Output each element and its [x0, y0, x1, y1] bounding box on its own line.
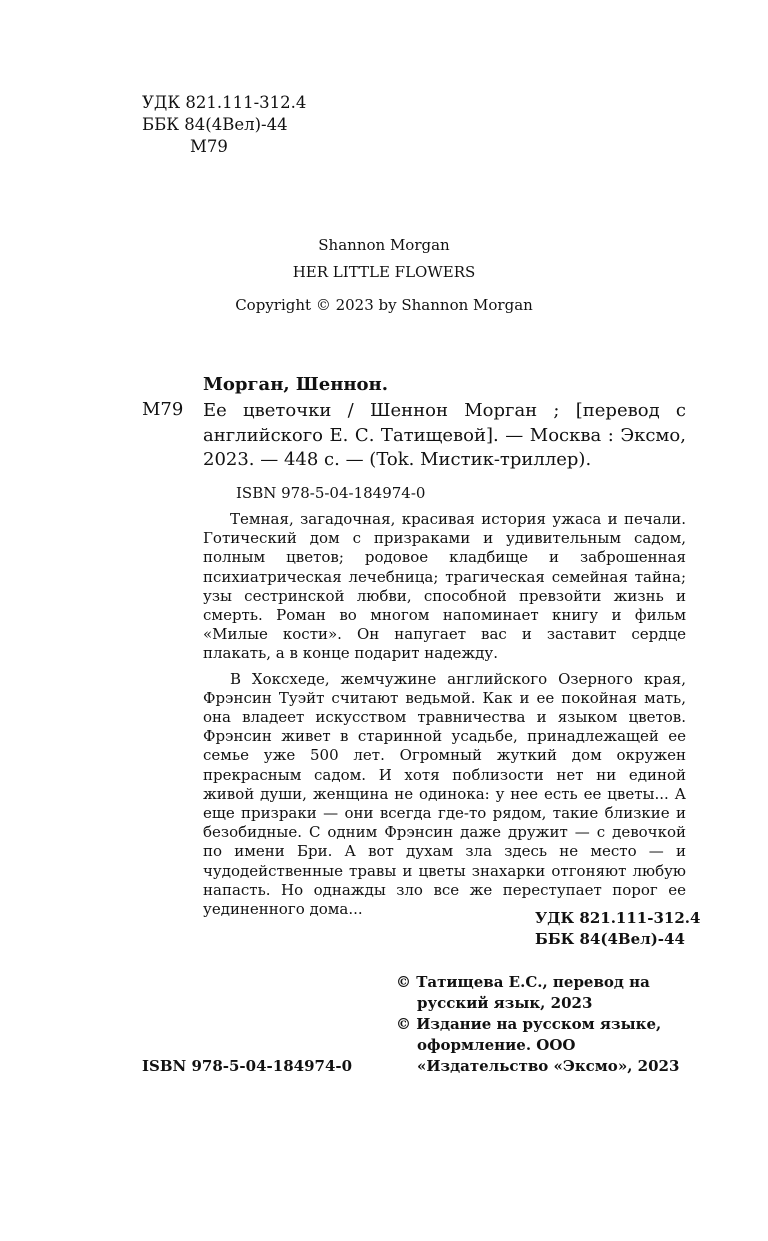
bibliographic-description: Ее цветочки / Шеннон Морган ; [перевод с английского Е. С. Татищевой]. — Москва : Эксмо, 2023. — 448 с. — (Tok. Мистик-триллер). [203, 400, 686, 470]
bottom-bbk: ББК 84(4Вел)-44 [535, 930, 685, 948]
original-title: HER LITTLE FLOWERS [292, 263, 476, 281]
annotation-paragraph: В Хоксхеде, жемчужине английского Озерного края, Фрэнсин Туэйт считают ведьмой. Как и ее покойная мать, она владеет искусством травничества и языком цветов. Фрэнсин живет в старинной усадьбе, принадлежащей ее семье уже 500 лет. Огромный жуткий дом окружен прекрасным садом. И хотя поблизости нет ни единой живой души, женщина не одинока: у нее есть ее цветы... А еще призраки — они всегда где-то рядом, такие близкие и безобидные. С одним Фрэнсин даже дружит — с девочкой по имени Бри. А вот духам зла здесь не место — и чудодейственные травы и цветы знахарки отгоняют любую напасть. Но однажды зло все же переступает порог ее уединенного дома... [203, 669, 686, 919]
author-mark: М79 [190, 137, 228, 156]
copyright-edition: © Издание на русском языке, оформление. ООО «Издательство «Эксмо», 2023 [396, 1015, 680, 1075]
original-copyright: Copyright © 2023 by Shannon Morgan [235, 296, 533, 314]
copyright-translation: © Татищева Е.С., перевод на русский язык, 2023 [396, 973, 650, 1012]
annotation-paragraph: Темная, загадочная, красивая история ужаса и печали. Готический дом с призраками и удивительным садом, полным цветов; родовое кладбище и заброшенная психиатрическая лечебница; трагическая семейная тайна; узы сестринской любви, способной превзойти жизнь и смерть. Роман во многом напоминает книгу и фильм «Милые кости». Он напугает вас и заставит сердце плакать, а в конце подарит надежду. [203, 510, 686, 663]
annotation [203, 510, 686, 925]
bottom-codes [535, 908, 700, 950]
bbk-code: ББК 84(4Вел)-44 [142, 115, 288, 134]
original-author: Shannon Morgan [318, 236, 450, 254]
copyright-block [396, 972, 696, 1077]
udk-code: УДК 821.111-312.4 [142, 93, 307, 112]
record-heading: Морган, Шеннон. [203, 374, 388, 395]
bottom-udk: УДК 821.111-312.4 [535, 909, 701, 927]
record-mark: М79 [142, 399, 184, 420]
classification-codes [142, 92, 306, 158]
record-isbn: ISBN 978-5-04-184974-0 [236, 484, 426, 502]
bottom-isbn: ISBN 978-5-04-184974-0 [142, 1057, 353, 1075]
